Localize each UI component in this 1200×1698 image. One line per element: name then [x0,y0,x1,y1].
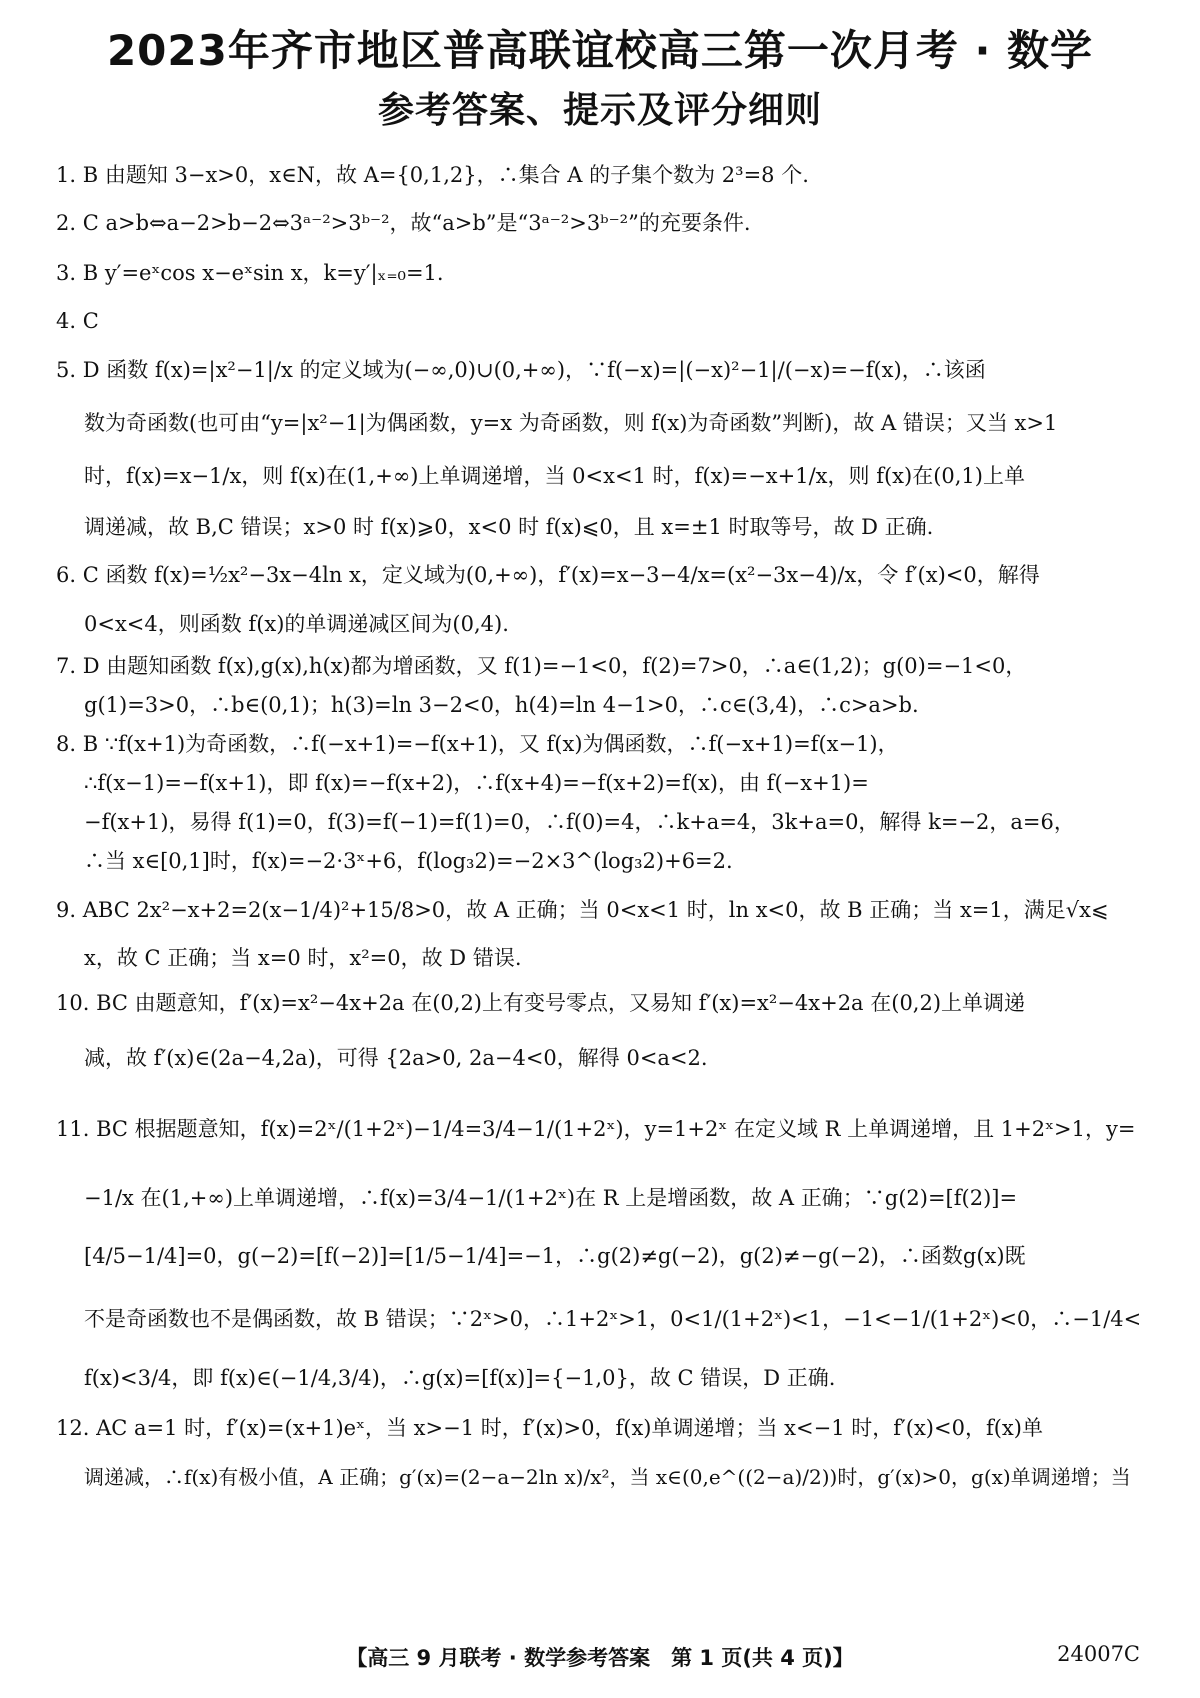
answer-line: ∴f(x−1)=−f(x+1)，即 f(x)=−f(x+2)，∴f(x+4)=−f(x+2)=f(x)，由 f(−x+1)= [84,771,869,795]
answer-line: −1/x 在(1,+∞)上单调递增，∴f(x)=3/4−1/(1+2ˣ)在 R 上是增函数，故 A 正确；∵g(2)=[f(2)]= [84,1186,1018,1210]
answer-line: 数为奇函数(也可由“y=|x²−1|为偶函数，y=x 为奇函数，则 f(x)为奇函数”判断)，故 A 错误；又当 x>1 [84,411,1058,435]
answer-line: f(x)<3/4，即 f(x)∈(−1/4,3/4)，∴g(x)=[f(x)]={−1,0}，故 C 错误，D 正确. [84,1366,836,1390]
footer-text: 【高三 9 月联考 · 数学参考答案 第 1 页(共 4 页)】 [346,1646,854,1670]
answer-line: 1. B 由题知 3−x>0，x∈N，故 A={0,1,2}，∴集合 A 的子集个数为 2³=8 个. [56,163,809,187]
answer-line: 10. BC 由题意知，f′(x)=x²−4x+2a 在(0,2)上有变号零点，又易知 f′(x)=x²−4x+2a 在(0,2)上单调递 [56,991,1026,1015]
answer-line: 8. B ∵f(x+1)为奇函数，∴f(−x+1)=−f(x+1)，又 f(x)为偶函数，∴f(−x+1)=f(x−1)， [56,732,899,756]
answer-line: 调递减，∴f(x)有极小值，A 正确；g′(x)=(2−a−2ln x)/x²，当 x∈(0,e^((2−a)/2))时，g′(x)>0，g(x)单调递增；当 [84,1465,1131,1489]
answer-line: 2. C a>b⇔a−2>b−2⇔3ᵃ⁻²>3ᵇ⁻²，故“a>b”是“3ᵃ⁻²>3ᵇ⁻²”的充要条件. [56,211,751,235]
answer-line: 调递减，故 B,C 错误；x>0 时 f(x)⩾0，x<0 时 f(x)⩽0，且 x=±1 时取等号，故 D 正确. [84,515,934,539]
answer-line: ∴当 x∈[0,1]时，f(x)=−2·3ˣ+6，f(log₃2)=−2×3^(log₃2)+6=2. [84,849,733,873]
answer-line: 12. AC a=1 时，f′(x)=(x+1)eˣ，当 x>−1 时，f′(x)>0，f(x)单调递增；当 x<−1 时，f′(x)<0，f(x)单 [56,1416,1043,1440]
answer-line: 7. D 由题知函数 f(x),g(x),h(x)都为增函数，又 f(1)=−1<0，f(2)=7>0，∴a∈(1,2)；g(0)=−1<0， [56,654,1027,678]
footer-code: 24007C [1057,1642,1140,1666]
answer-line: g(1)=3>0，∴b∈(0,1)；h(3)=ln 3−2<0，h(4)=ln 4−1>0，∴c∈(3,4)，∴c>a>b. [84,693,919,717]
answer-line: [4/5−1/4]=0，g(−2)=[f(−2)]=[1/5−1/4]=−1，∴g(2)≠g(−2)，g(2)≠−g(−2)，∴函数g(x)既 [84,1244,1026,1268]
answer-line: 减，故 f′(x)∈(2a−4,2a)，可得 {2a>0, 2a−4<0，解得 0<a<2. [84,1046,708,1070]
page-title: 2023年齐市地区普高联谊校高三第一次月考 · 数学 [106,26,1094,75]
answer-line: 9. ABC 2x²−x+2=2(x−1/4)²+15/8>0，故 A 正确；当 0<x<1 时，ln x<0，故 B 正确；当 x=1，满足√x⩽ [56,898,1109,922]
answer-line: 3. B y′=eˣcos x−eˣsin x，k=y′|ₓ₌₀=1. [56,261,444,285]
answer-line: 6. C 函数 f(x)=½x²−3x−4ln x，定义域为(0,+∞)，f′(x)=x−3−4/x=(x²−3x−4)/x，令 f′(x)<0，解得 [56,563,1040,587]
answer-line: 时，f(x)=x−1/x，则 f(x)在(1,+∞)上单调递增，当 0<x<1 时，f(x)=−x+1/x，则 f(x)在(0,1)上单 [84,464,1025,488]
answer-line: −f(x+1)，易得 f(1)=0，f(3)=f(−1)=f(1)=0，∴f(0)=4，∴k+a=4，3k+a=0，解得 k=−2，a=6， [84,810,1075,834]
answer-line: 5. D 函数 f(x)=|x²−1|/x 的定义域为(−∞,0)∪(0,+∞)，∵f(−x)=|(−x)²−1|/(−x)=−f(x)，∴该函 [56,358,986,382]
answer-line: x，故 C 正确；当 x=0 时，x²=0，故 D 错误. [84,946,522,970]
answer-line: 0<x<4，则函数 f(x)的单调递减区间为(0,4). [84,612,509,636]
answer-line: 4. C [56,309,99,333]
answer-line: 不是奇函数也不是偶函数，故 B 错误；∵2ˣ>0，∴1+2ˣ>1，0<1/(1+2ˣ)<1，−1<−1/(1+2ˣ)<0，∴−1/4< [84,1307,1142,1331]
answer-line: 11. BC 根据题意知，f(x)=2ˣ/(1+2ˣ)−1/4=3/4−1/(1+2ˣ)，y=1+2ˣ 在定义域 R 上单调递增，且 1+2ˣ>1，y= [56,1117,1136,1141]
page-subtitle: 参考答案、提示及评分细则 [377,90,822,131]
